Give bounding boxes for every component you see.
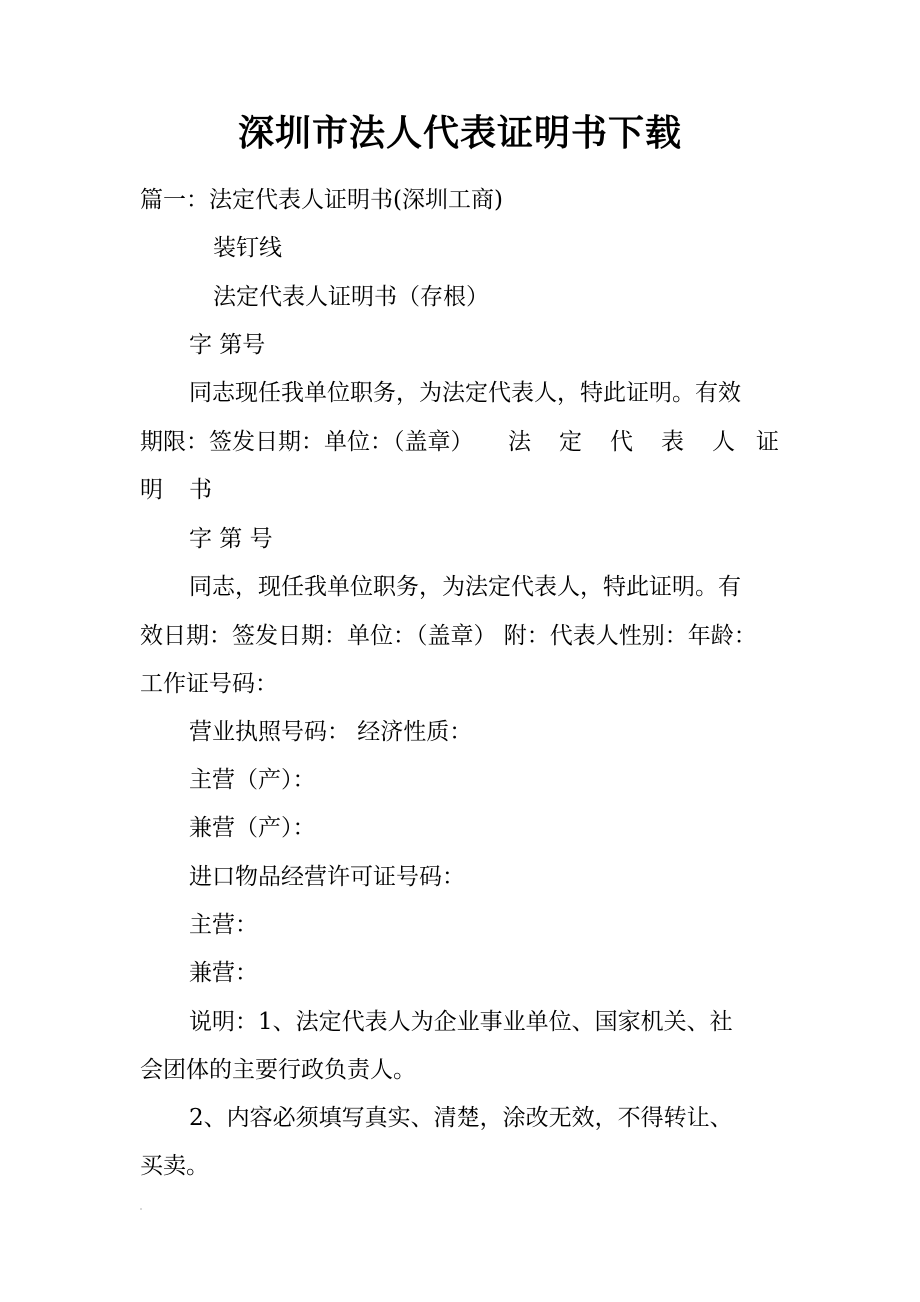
stub-statement-line: 同志现任我单位职务，为法定代表人，特此证明。有效 [189,380,741,406]
main-business-line: 主营（产）： [189,767,316,793]
spaced-char: 书 [189,477,212,503]
business-license-line: 营业执照号码： 经济性质： [189,719,473,745]
certificate-number-line: 字 第 号 [189,526,273,552]
note-line-1: 说明：1、法定代表人为企业事业单位、国家机关、社 [189,1009,733,1035]
spaced-char: 表 [661,429,684,455]
spaced-char: 法 [508,429,531,455]
stub-number-line: 字 第号 [189,332,266,358]
stub-validity-line: 期限：签发日期：单位：（盖章） [140,429,474,455]
side-business-line: 兼营（产）： [189,815,316,841]
spaced-char: 定 [559,429,582,455]
note-line-2-cont: 买卖。 [140,1153,209,1179]
spaced-char: 证 [756,429,779,455]
note-line-1-cont: 会团体的主要行政负责人。 [140,1057,416,1083]
certificate-validity-line: 效日期：签发日期：单位：（盖章） 附：代表人性别：年龄： [140,623,757,649]
import-license-line: 进口物品经营许可证号码： [189,864,465,890]
note-line-2: 2、内容必须填写真实、清楚，涂改无效，不得转让、 [189,1105,733,1131]
spaced-char: 明 [140,477,163,503]
certificate-statement-line: 同志，现任我单位职务，为法定代表人，特此证明。有 [189,574,741,600]
import-main-line: 主营： [189,912,258,938]
import-side-line: 兼营： [189,960,258,986]
section-heading: 篇一：法定代表人证明书(深圳工商) [140,187,503,213]
binding-line-label: 装钉线 [213,235,282,261]
work-id-line: 工作证号码： [140,671,278,697]
spaced-char: 人 [712,429,735,455]
stub-heading: 法定代表人证明书（存根） [213,284,489,310]
spaced-char: 代 [610,429,633,455]
document-title: 深圳市法人代表证明书下载 [237,112,682,154]
scan-speck [140,1208,142,1210]
